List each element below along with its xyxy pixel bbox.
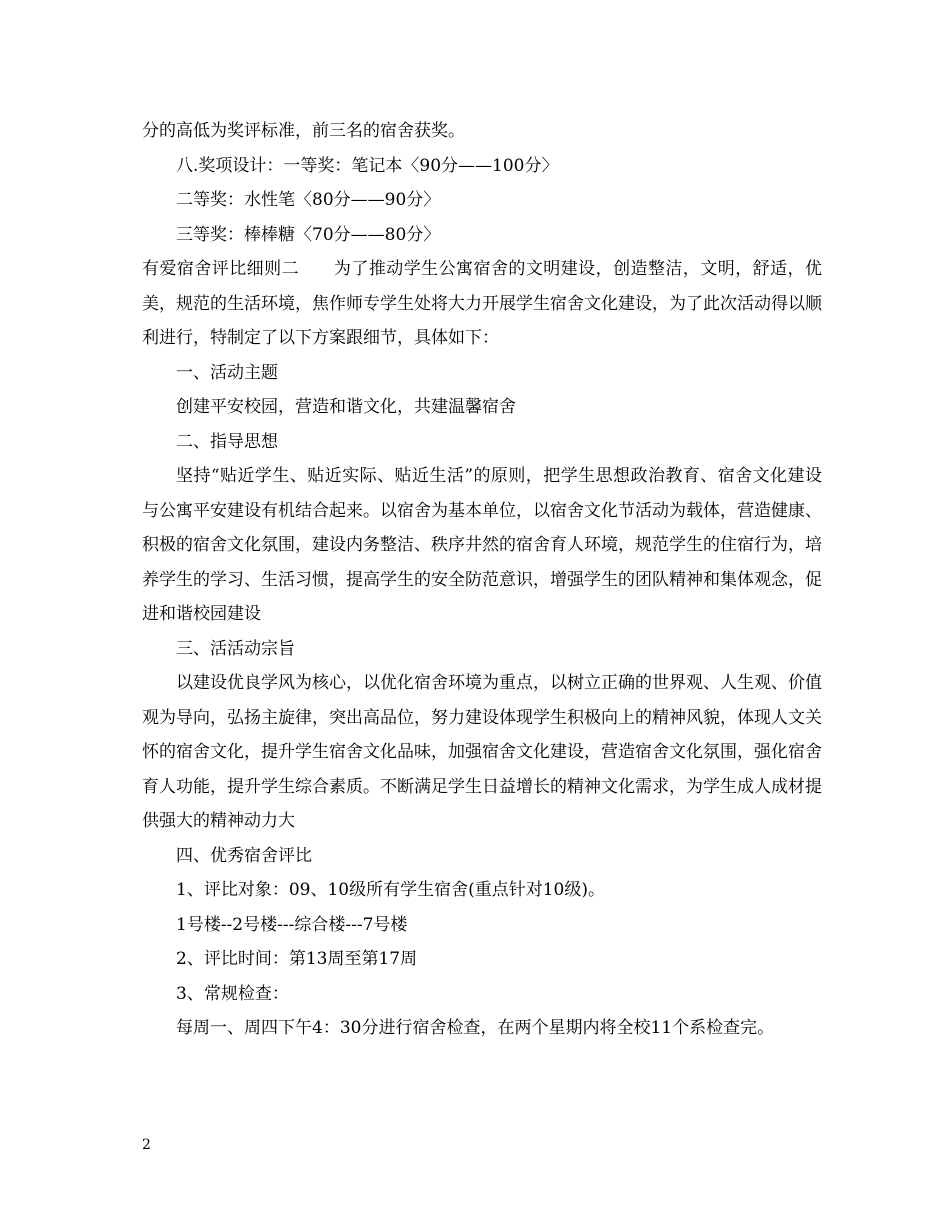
heading-activity-purpose: 三、活活动宗旨 xyxy=(176,638,295,659)
page-number: 2 xyxy=(142,1137,151,1153)
paragraph-selection-targets: 1、评比对象：09、10级所有学生宿舍(重点针对10级)。 xyxy=(176,880,605,900)
paragraph-second-prize: 二等奖：水性笔〈80分——90分〉 xyxy=(176,190,441,210)
paragraph-selection-time: 2、评比时间：第13周至第17周 xyxy=(176,949,418,969)
document-body xyxy=(142,114,822,1046)
paragraph-third-prize: 三等奖：棒棒糖〈70分——80分〉 xyxy=(176,224,441,245)
paragraph-award-criteria: 分的高低为奖评标准，前三名的宿舍获奖。 xyxy=(142,121,465,141)
heading-activity-theme: 一、活动主题 xyxy=(176,362,278,383)
heading-dorm-selection: 四、优秀宿舍评比 xyxy=(176,845,312,866)
paragraph-award-design: 八.奖项设计：一等奖：笔记本〈90分——100分〉 xyxy=(176,155,559,176)
paragraph-guiding-thought: 坚持“贴近学生、贴近实际、贴近生活”的原则，把学生思想政治教育、宿舍文化建设与公寓平安建设有机结合起来。以宿舍为基本单位，以宿舍文化节活动为载体，营造健康、积极的宿舍文化氛围，建设内务整洁、秩序井然的宿舍育人环境，规范学生的住宿行为，培养学生的学习、生活习惯，提高学生的安全防范意识，增强学生的团队精神和集体观念，促进和谐校园建设 xyxy=(142,466,822,624)
paragraph-buildings: 1号楼--2号楼---综合楼---7号楼 xyxy=(176,914,408,935)
paragraph-inspection-schedule: 每周一、周四下午4：30分进行宿舍检查，在两个星期内将全校11个系检查完。 xyxy=(176,1018,775,1038)
paragraph-rules-intro: 有爱宿舍评比细则二 为了推动学生公寓宿舍的文明建设，创造整洁，文明，舒适，优美，规范的生活环境，焦作师专学生处将大力开展学生宿舍文化建设，为了此次活动得以顺利进行，特制定了以下方案跟细节，具体如下： xyxy=(142,259,822,348)
paragraph-activity-theme: 创建平安校园，营造和谐文化，共建温馨宿舍 xyxy=(176,397,516,417)
heading-guiding-thought: 二、指导思想 xyxy=(176,431,278,452)
paragraph-activity-purpose: 以建设优良学风为核心，以优化宿舍环境为重点，以树立正确的世界观、人生观、价值观为导向，弘扬主旋律，突出高品位，努力建设体现学生积极向上的精神风貌，体现人文关怀的宿舍文化，提升学生宿舍文化品味，加强宿舍文化建设，营造宿舍文化氛围，强化宿舍育人功能，提升学生综合素质。不断满足学生日益增长的精神文化需求，为学生成人成材提供强大的精神动力大 xyxy=(142,673,822,831)
heading-routine-inspection: 3、常规检查： xyxy=(176,983,289,1004)
